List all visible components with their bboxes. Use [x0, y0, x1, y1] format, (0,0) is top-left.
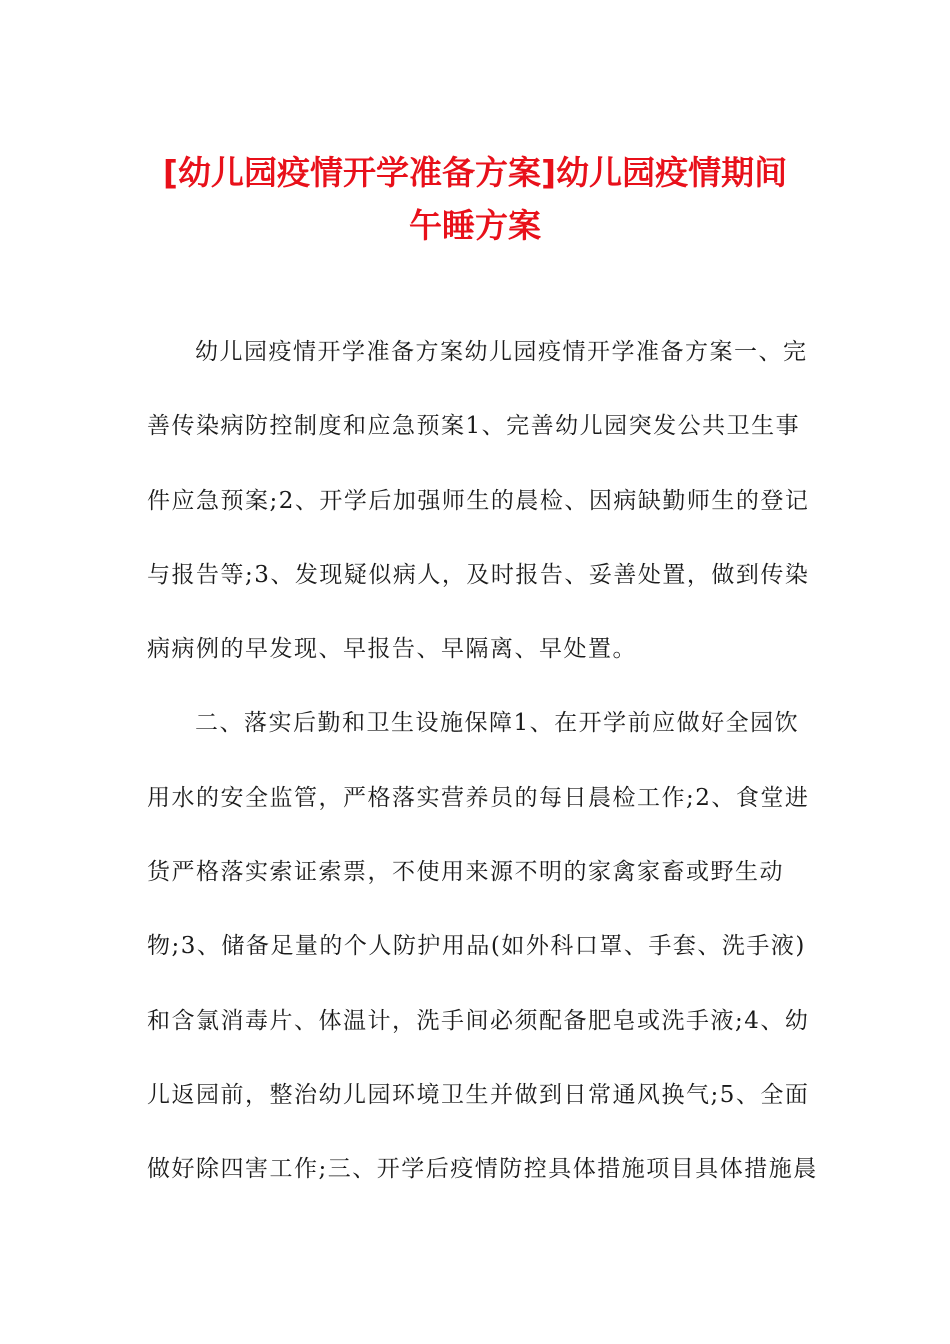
body-line: 与报告等;3、发现疑似病人，及时报告、妥善处置，做到传染	[147, 561, 810, 588]
document-title	[100, 146, 850, 252]
body-line: 儿返园前，整治幼儿园环境卫生并做到日常通风换气;5、全面	[147, 1081, 810, 1108]
body-line: 善传染病防控制度和应急预案1、完善幼儿园突发公共卫生事	[147, 413, 801, 440]
body-line: 用水的安全监管，严格落实营养员的每日晨检工作;2、食堂进	[147, 784, 810, 811]
title-line-1: [幼儿园疫情开学准备方案]幼儿园疫情期间	[162, 153, 788, 192]
body-line: 二、落实后勤和卫生设施保障1、在开学前应做好全园饮	[195, 710, 800, 737]
document-body	[147, 330, 818, 1222]
body-line: 病病例的早发现、早报告、早隔离、早处置。	[147, 636, 637, 663]
body-line: 和含氯消毒片、体温计，洗手间必须配备肥皂或洗手液;4、幼	[147, 1007, 810, 1034]
body-line: 做好除四害工作;三、开学后疫情防控具体措施项目具体措施晨	[147, 1156, 818, 1183]
body-line: 物;3、储备足量的个人防护用品(如外科口罩、手套、洗手液)	[147, 933, 806, 960]
body-line: 货严格落实索证索票，不使用来源不明的家禽家畜或野生动	[147, 859, 784, 886]
body-line: 幼儿园疫情开学准备方案幼儿园疫情开学准备方案一、完	[195, 339, 808, 365]
body-line: 件应急预案;2、开学后加强师生的晨检、因病缺勤师生的登记	[147, 487, 810, 514]
title-line-2: 午睡方案	[409, 206, 541, 245]
